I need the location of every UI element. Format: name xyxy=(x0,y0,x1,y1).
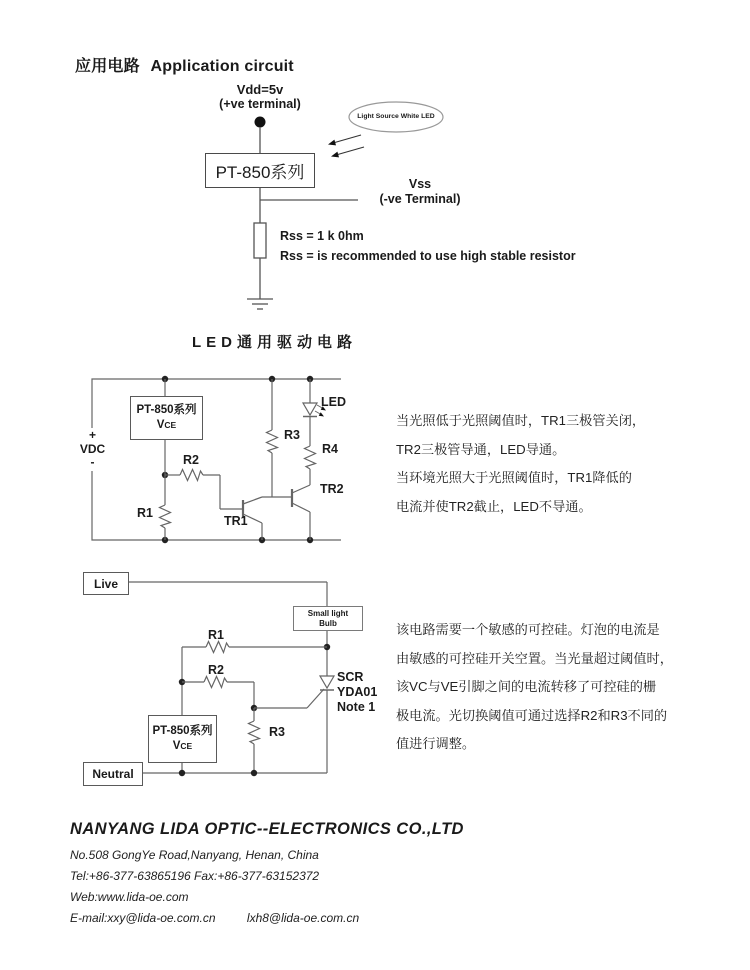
scr-line2: YDA01 xyxy=(337,685,378,699)
neutral-box xyxy=(83,762,143,786)
footer-address: No.508 GongYe Road,Nanyang, Henan, China xyxy=(70,848,319,862)
r2-resistor-c3 xyxy=(204,677,227,688)
r1-resistor xyxy=(160,505,171,528)
r4-label-c2: R4 xyxy=(322,442,338,456)
desc-line: 当环境光照大于光照阈值时，TR1降低的 xyxy=(396,470,632,485)
tr2-transistor xyxy=(292,469,310,540)
tr1-label-c2: TR1 xyxy=(224,514,248,528)
rss-line1: Rss = 1 k 0hm xyxy=(280,229,364,243)
desc-line: 当光照低于光照阈值时，TR1三极管关闭， xyxy=(396,413,646,428)
desc-line: 值进行调整。 xyxy=(396,736,476,751)
bulb-box xyxy=(293,606,363,631)
rss-note xyxy=(280,226,576,266)
ground-icon xyxy=(247,299,273,309)
scr-line1: SCR xyxy=(337,670,364,684)
pt850-label: PT-850系列 xyxy=(136,404,197,416)
tr2-label-c2: TR2 xyxy=(320,482,344,496)
vss-sub: (-ve Terminal) xyxy=(379,192,461,206)
neutral-label: Neutral xyxy=(92,767,134,781)
pt850-box-circuit2 xyxy=(130,396,203,440)
page-title-cn: 应用电路 xyxy=(75,58,140,75)
r3-resistor xyxy=(267,430,278,453)
page-title xyxy=(75,53,294,76)
circuit2-title: LED通用驱动电路 xyxy=(192,334,358,351)
circuit2-description xyxy=(396,407,645,521)
vdc-plus: + xyxy=(88,428,96,442)
vdd-terminal-dot xyxy=(255,117,266,128)
light-source-label: Light Source White LED xyxy=(357,113,435,120)
r3-label-c3: R3 xyxy=(269,725,285,739)
vss-value: Vss xyxy=(408,177,432,191)
rss-resistor xyxy=(254,223,266,258)
scr-icon xyxy=(320,676,334,773)
r4-resistor xyxy=(305,446,316,469)
r2-label-c3: R2 xyxy=(208,663,224,677)
footer-email xyxy=(70,911,359,925)
desc-line: 极电流。光切换阈值可通过选择R2和R3不同的 xyxy=(396,707,668,723)
circuit3-description xyxy=(396,616,673,759)
page-title-en: Application circuit xyxy=(150,58,294,75)
led-label-c2: LED xyxy=(321,395,346,409)
r1-resistor-c3 xyxy=(206,642,229,653)
desc-line: TR2三极管导通，LED导通。 xyxy=(396,441,566,457)
desc-line: 该电路需要一个敏感的可控硅。灯泡的电流是 xyxy=(396,622,660,637)
r2-resistor xyxy=(180,470,203,481)
vdc-minus: - xyxy=(90,455,95,469)
live-box xyxy=(83,572,129,595)
bulb-line1: Small light xyxy=(307,609,349,618)
scr-line3: Note 1 xyxy=(337,700,376,714)
pt850-label: PT-850系列 xyxy=(215,163,305,182)
scr-label xyxy=(337,670,377,715)
r1-label-c2: R1 xyxy=(137,506,153,520)
footer-email-1: E-mail:xxy@lida-oe.com.cn xyxy=(70,911,216,925)
footer-email-2: lxh8@lida-oe.com.cn xyxy=(246,911,360,925)
pt850-box-circuit1 xyxy=(205,153,315,188)
vdc-label xyxy=(79,428,106,471)
vdd-value: Vdd=5v xyxy=(236,82,284,97)
vss-label xyxy=(355,177,485,207)
pt850-label: PT-850系列 xyxy=(152,725,213,737)
footer-company: NANYANG LIDA OPTIC--ELECTRONICS CO.,LTD xyxy=(70,820,464,838)
desc-line: 由敏感的可控硅开关空置。当光量超过阈值时， xyxy=(396,650,673,666)
r3-resistor-c3 xyxy=(249,721,260,744)
vdc-text: VDC xyxy=(79,441,106,456)
r3-label-c2: R3 xyxy=(284,428,300,442)
live-label: Live xyxy=(93,576,118,591)
vdd-sub: (+ve terminal) xyxy=(219,97,301,111)
footer-telfax: Tel:+86-377-63865196 Fax:+86-377-63152372 xyxy=(70,869,320,883)
desc-line: 该VC与VE引脚之间的电流转移了可控硅的栅 xyxy=(396,679,657,694)
vce-label: VCE xyxy=(156,419,177,431)
r1-label-c3: R1 xyxy=(208,628,224,642)
r2-label-c2: R2 xyxy=(183,453,199,467)
light-rays-icon xyxy=(328,135,364,157)
footer-web: Web:www.lida-oe.com xyxy=(70,890,189,904)
rss-line2: Rss = is recommended to use high stable resistor xyxy=(280,249,576,263)
pt850-box-circuit3 xyxy=(148,715,217,763)
vdd-label xyxy=(190,82,330,112)
desc-line: 电流并使TR2截止，LED不导通。 xyxy=(396,498,592,514)
vce-label: VCE xyxy=(172,740,193,752)
bulb-line2: Bulb xyxy=(319,618,337,628)
